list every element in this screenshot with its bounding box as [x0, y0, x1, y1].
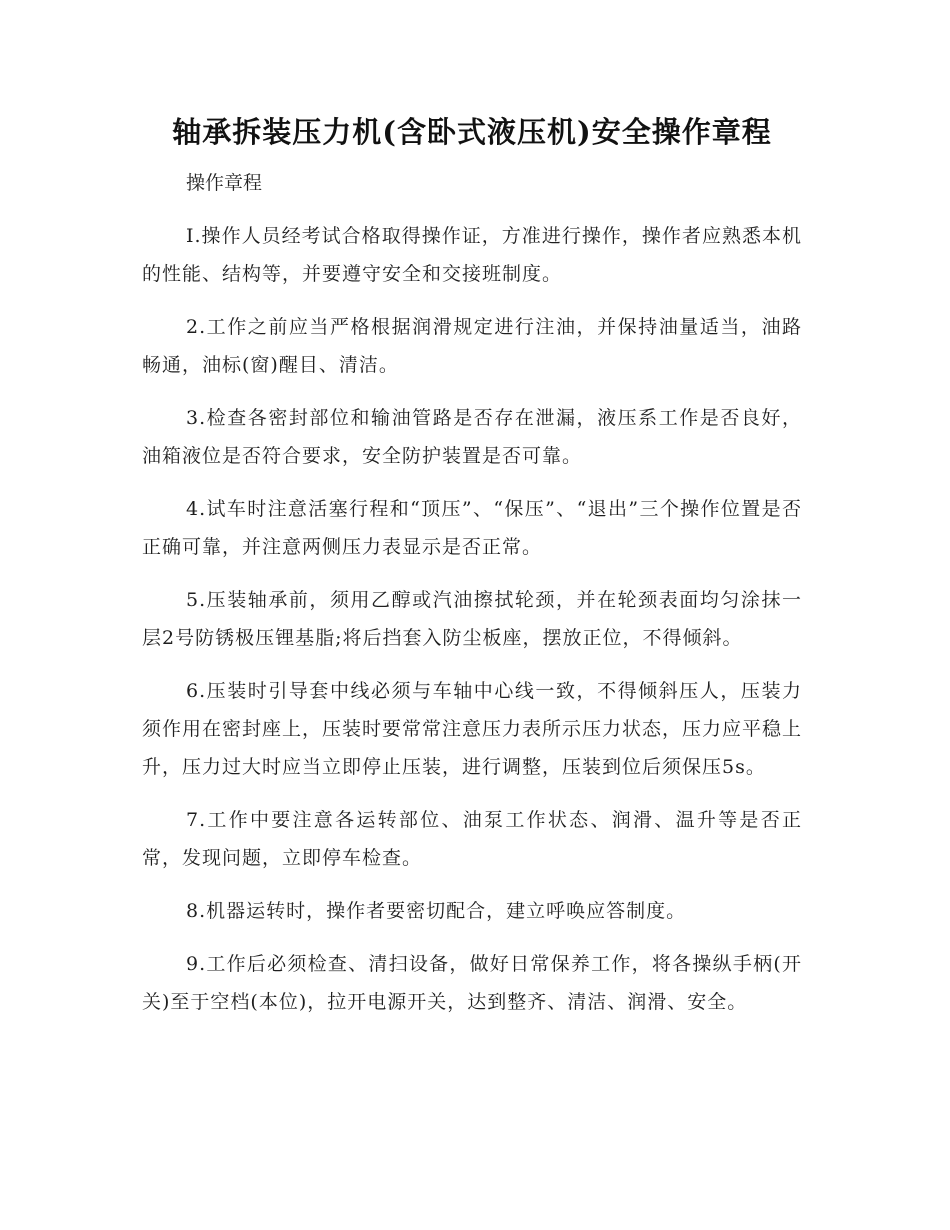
- clause-3: 3.检查各密封部位和输油管路是否存在泄漏，液压系工作是否良好，油箱液位是否符合要求，安全防护装置是否可靠。: [142, 407, 802, 467]
- clause-1: I.操作人员经考试合格取得操作证，方准进行操作，操作者应熟悉本机的性能、结构等，并要遵守安全和交接班制度。: [142, 225, 802, 285]
- clause-4: 4.试车时注意活塞行程和“顶压”、“保压”、“退出”三个操作位置是否正确可靠，并注意两侧压力表显示是否正常。: [142, 498, 802, 558]
- clause-7: 7.工作中要注意各运转部位、油泵工作状态、润滑、温升等是否正常，发现问题，立即停车检查。: [142, 809, 802, 869]
- clause-list: [142, 217, 802, 1021]
- section-heading: 操作章程: [186, 172, 263, 194]
- clause-5: 5.压装轴承前，须用乙醇或汽油擦拭轮颈，并在轮颈表面均匀涂抹一层2号防锈极压锂基脂;将后挡套入防尘板座，摆放正位，不得倾斜。: [142, 589, 802, 649]
- clause-2: 2.工作之前应当严格根据润滑规定进行注油，并保持油量适当，油路畅通，油标(窗)醒目、清洁。: [142, 316, 802, 376]
- document-title: 轴承拆装压力机(含卧式液压机)安全操作章程: [172, 115, 772, 149]
- clause-8: 8.机器运转时，操作者要密切配合，建立呼唤应答制度。: [186, 900, 687, 922]
- clause-9: 9.工作后必须检查、清扫设备，做好日常保养工作，将各操纵手柄(开关)至于空档(本位)，拉开电源开关，达到整齐、清洁、润滑、安全。: [142, 953, 802, 1013]
- clause-6: 6.压装时引导套中线必须与车轴中心线一致，不得倾斜压人，压装力须作用在密封座上，压装时要常常注意压力表所示压力状态，压力应平稳上升，压力过大时应当立即停止压装，进行调整，压装到位后须保压5s。: [142, 680, 803, 778]
